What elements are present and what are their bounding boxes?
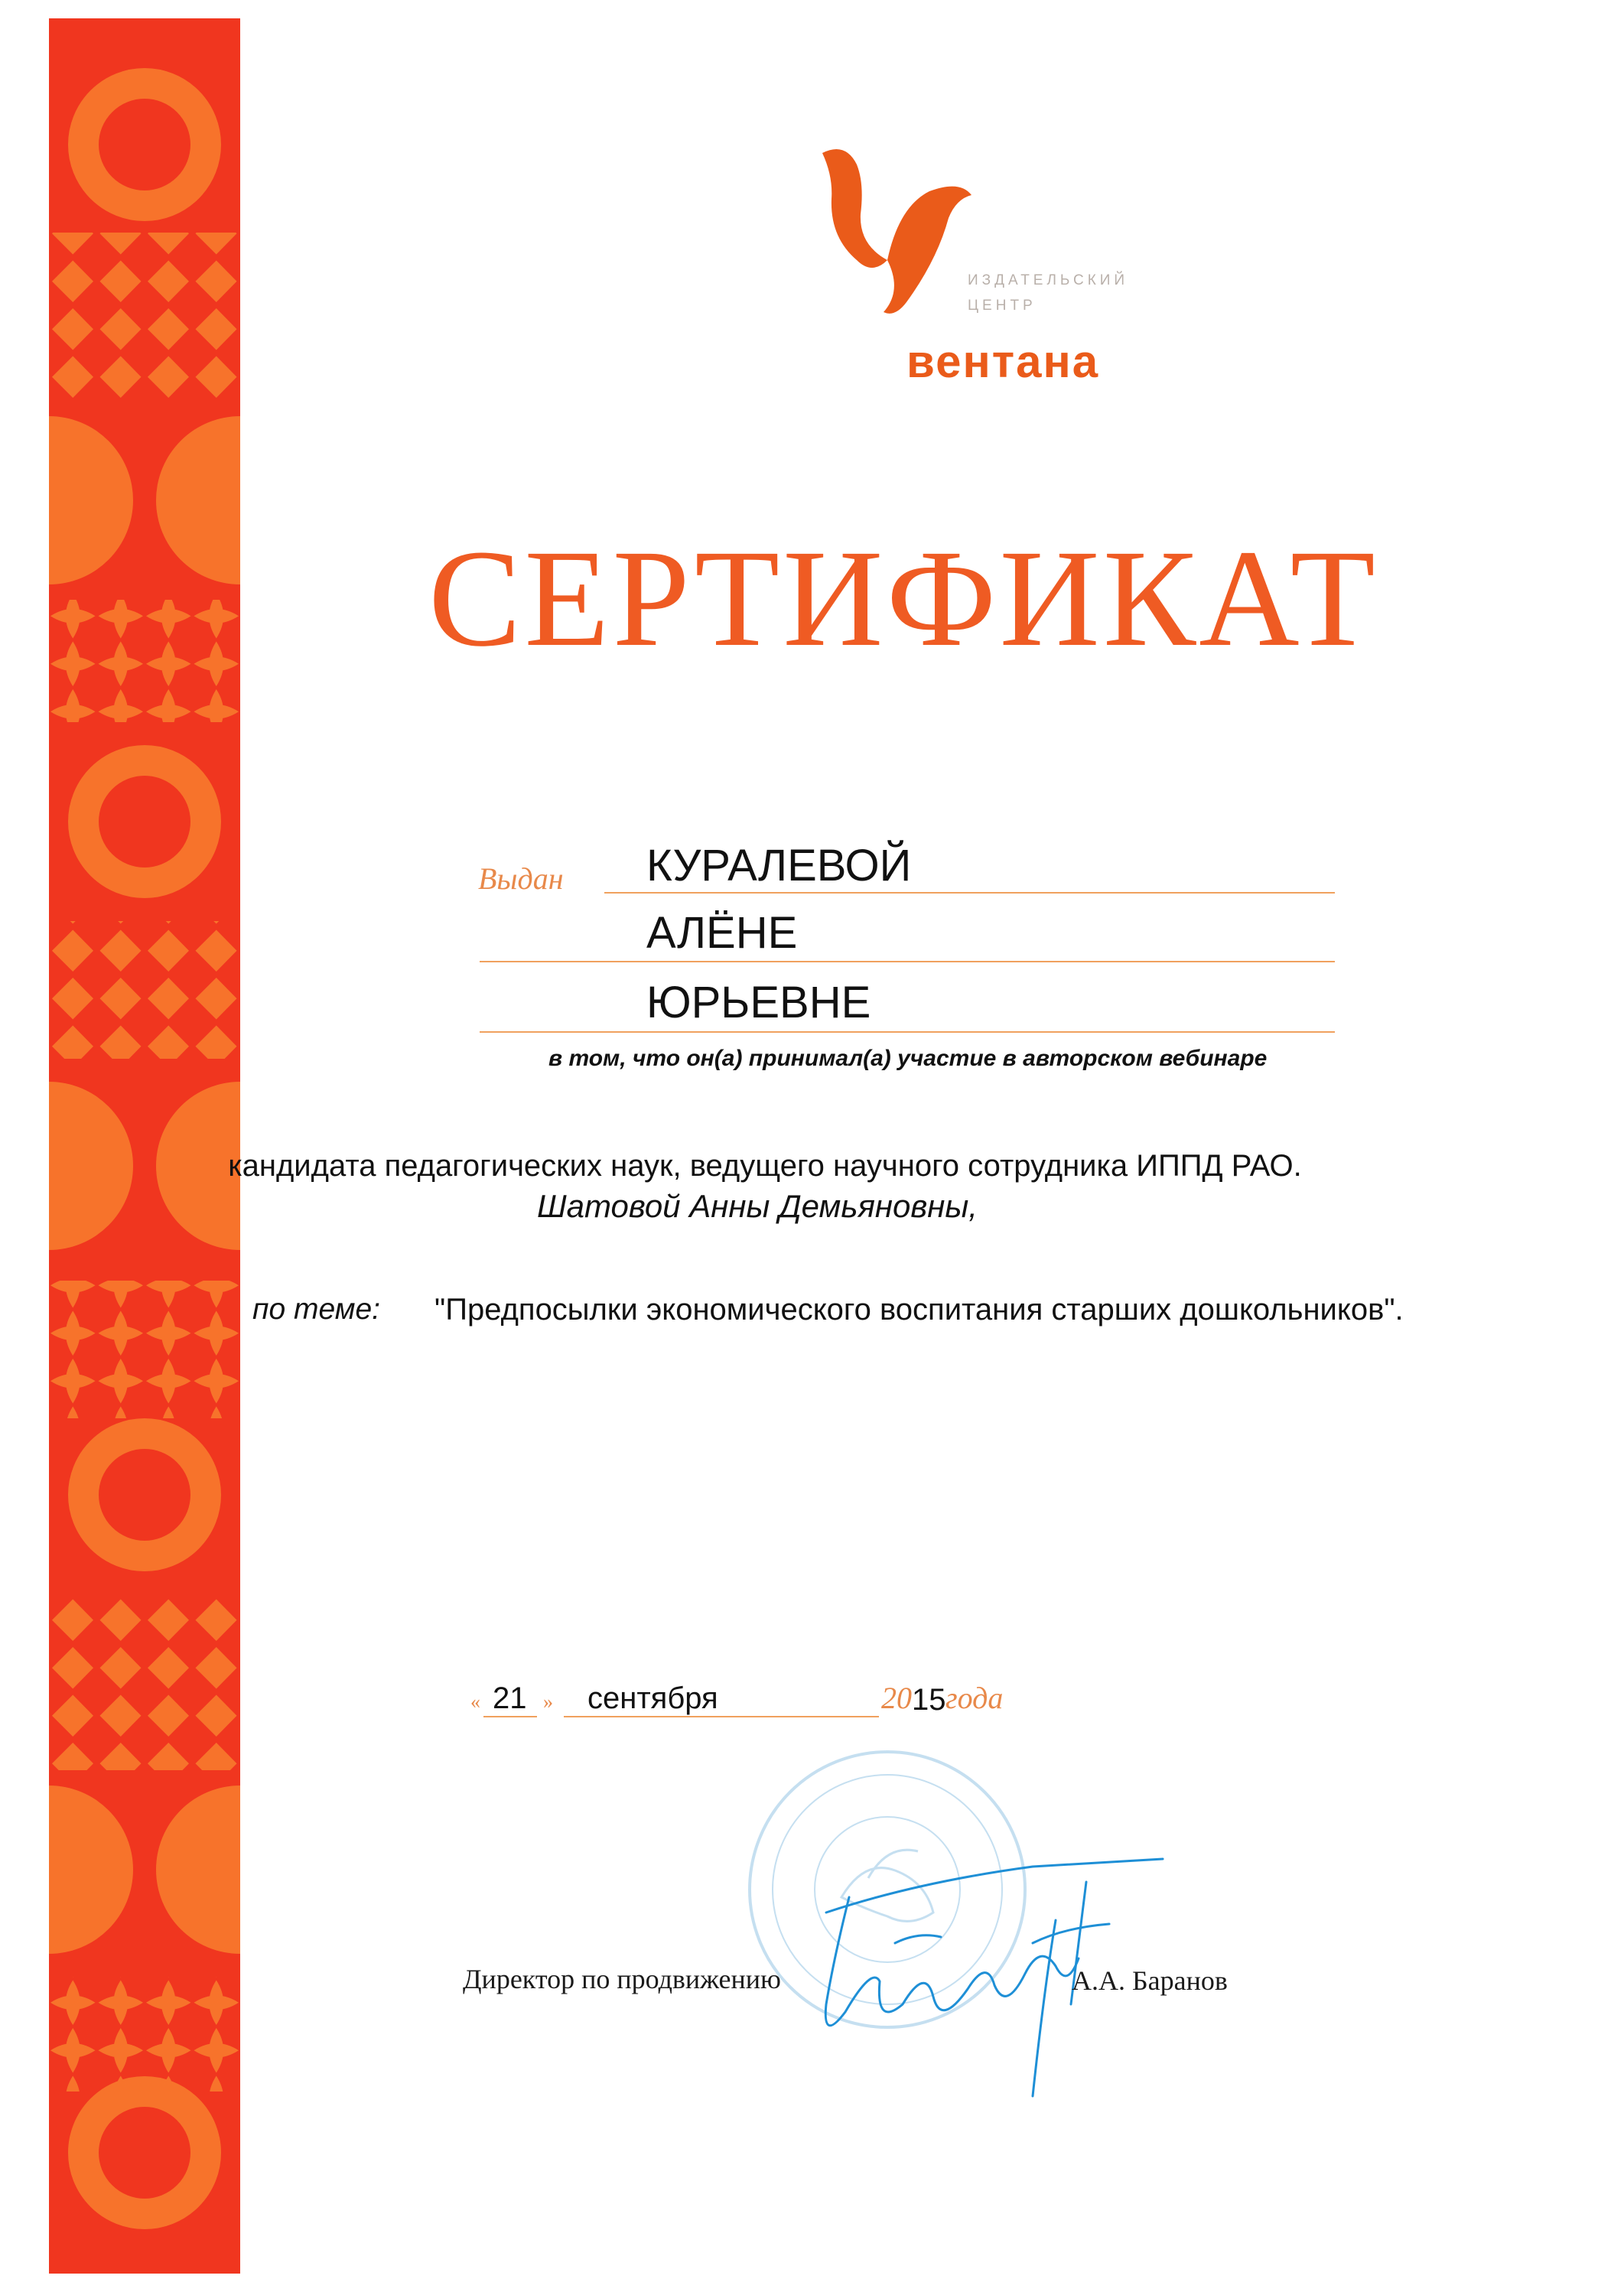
author-name: Шатовой Анны Демьяновны,	[537, 1188, 978, 1224]
recipient-patronymic: ЮРЬЕВНЕ	[646, 978, 871, 1027]
certificate-title: СЕРТИФИКАТ	[428, 522, 1378, 675]
date-month: сентября	[587, 1681, 718, 1715]
recipient-underline-2	[480, 961, 1335, 962]
topic-label: по теме:	[252, 1293, 380, 1326]
logo-name: вентана	[906, 336, 1100, 387]
director-name: А.А. Баранов	[1072, 1965, 1228, 1996]
ventana-logo-icon	[815, 145, 983, 321]
date-day: 21	[493, 1681, 527, 1715]
participation-statement: в том, что он(а) принимал(а) участие в авторском вебинаре	[548, 1046, 1268, 1071]
recipient-underline-3	[480, 1031, 1335, 1033]
logo-subtitle-line1: ИЗДАТЕЛЬСКИЙ	[968, 272, 1129, 288]
date-year-word: года	[945, 1681, 1004, 1715]
recipient-underline-1	[604, 892, 1335, 894]
author-description: кандидата педагогических наук, ведущего научного сотрудника ИППД РАО.	[228, 1149, 1302, 1183]
topic-text: "Предпосылки экономического воспитания старших дошкольников".	[434, 1293, 1404, 1327]
recipient-surname: КУРАЛЕВОЙ	[646, 841, 912, 890]
date-year-suffix: 15	[912, 1683, 946, 1717]
logo-subtitle-line2: ЦЕНТР	[968, 298, 1037, 314]
date-day-underline	[483, 1716, 537, 1717]
decorative-border-strip	[49, 18, 240, 2274]
date-open-quote: «	[470, 1691, 480, 1713]
issued-label: Выдан	[478, 861, 564, 896]
date-year-prefix: 20	[881, 1681, 912, 1715]
director-title: Директор по продвижению	[463, 1964, 781, 1994]
date-close-quote: »	[543, 1691, 553, 1713]
date-month-underline	[564, 1716, 879, 1717]
recipient-first-name: АЛЁНЕ	[646, 908, 798, 958]
